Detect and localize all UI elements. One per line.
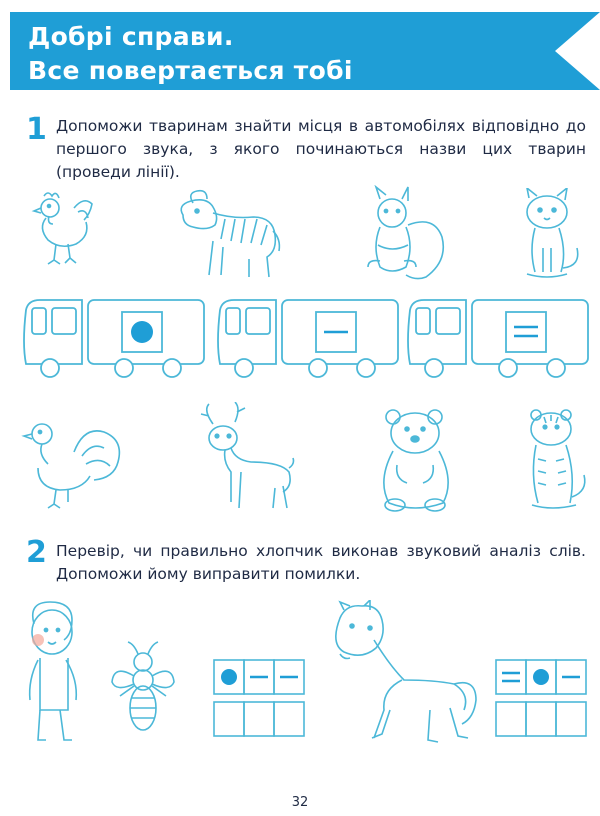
boy-icon [20, 600, 90, 750]
deer-icon [195, 402, 295, 514]
task2-text: Перевір, чи правильно хлопчик виконав звуковий аналіз слів. Допоможи йому виправити помилки. [56, 542, 586, 583]
banner-title-line1: Добрі справи. [28, 22, 234, 51]
word-scheme-2[interactable] [494, 658, 590, 740]
cat-icon [515, 188, 585, 280]
bus-with-dot[interactable] [20, 298, 210, 380]
task1-number: 1 [26, 112, 47, 147]
squirrel-icon [358, 185, 448, 280]
horse-icon [330, 600, 480, 750]
turkey-icon [20, 412, 125, 512]
bear-icon [375, 405, 460, 513]
task1-text: Допоможи тваринам знайти місця в автомобілях відповідно до першого звука, з якого починаються назви цих тварин (проведи лінії). [56, 117, 586, 181]
tiger-icon [522, 405, 590, 513]
word-scheme-1[interactable] [212, 658, 308, 740]
zebra-icon [175, 185, 285, 280]
rooster-icon [22, 188, 102, 273]
title-banner [10, 12, 600, 90]
bus-with-dash[interactable] [214, 298, 404, 380]
bus-with-double-dash[interactable] [404, 298, 594, 380]
page-number: 32 [291, 795, 309, 810]
bee-icon [108, 640, 180, 735]
task2-number: 2 [26, 535, 47, 570]
banner-title-line2: Все повертається тобі [28, 56, 353, 85]
